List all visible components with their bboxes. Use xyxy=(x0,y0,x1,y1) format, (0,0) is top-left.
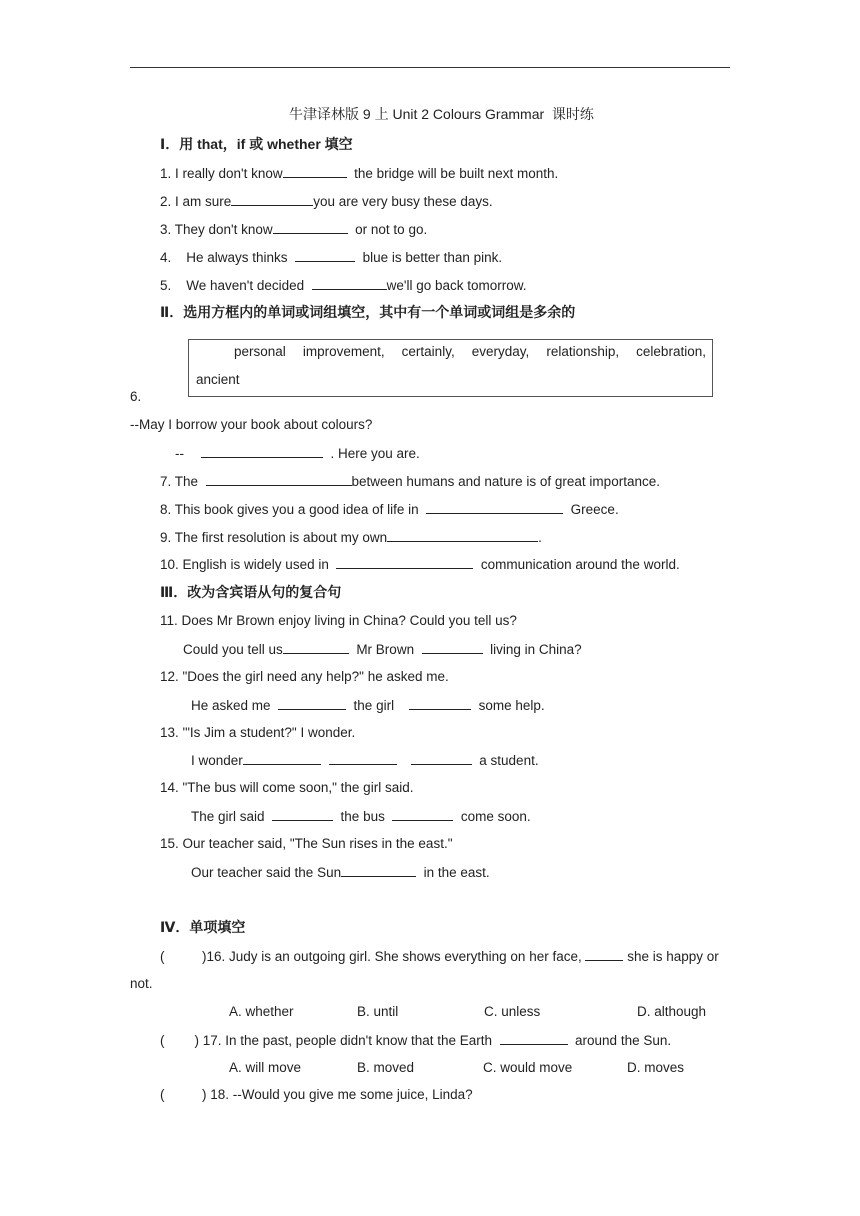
answer-blank[interactable] xyxy=(387,528,538,542)
answer-blank[interactable] xyxy=(422,640,483,654)
answer-blank[interactable] xyxy=(278,696,346,710)
question-9 xyxy=(160,528,542,547)
header-rule xyxy=(130,67,730,68)
q15-text-b: in the east. xyxy=(416,865,490,880)
q1-text-b: the bridge will be built next month. xyxy=(346,166,559,181)
question-11: 11. Does Mr Brown enjoy living in China? Could you tell us? xyxy=(160,613,517,628)
q6-text-a: -- xyxy=(175,446,199,461)
q17-option-c[interactable]: C. would move xyxy=(483,1060,573,1075)
q11-text-b: Mr Brown xyxy=(348,642,422,657)
word-option: personal xyxy=(234,344,286,359)
q14-text-b: the bus xyxy=(333,809,393,824)
question-16 xyxy=(160,947,719,966)
q8-text-b: Greece. xyxy=(563,502,619,517)
question-6-answer xyxy=(175,444,420,463)
question-6-prompt: --May I borrow your book about colours? xyxy=(130,417,373,432)
q16-option-c[interactable]: C. unless xyxy=(484,1004,541,1019)
q16-text-b: she is happy or xyxy=(623,949,719,964)
answer-blank[interactable] xyxy=(283,164,347,178)
section-2-heading: Ⅱ．选用方框内的单词或词组填空，其中有一个单词或词组是多余的 xyxy=(160,304,576,320)
question-8 xyxy=(160,500,619,519)
q7-text-b: between humans and nature is of great importance. xyxy=(351,474,660,489)
q12-text-c: some help. xyxy=(471,698,545,713)
question-15-answer xyxy=(191,863,490,882)
q16-option-d[interactable]: D. although xyxy=(637,1004,707,1019)
q2-text-a: 2. I am sure xyxy=(160,194,232,209)
q7-text-a: 7. The xyxy=(160,474,206,489)
word-option: relationship, xyxy=(546,344,620,359)
answer-blank[interactable] xyxy=(409,696,471,710)
q14-text-c: come soon. xyxy=(453,809,531,824)
answer-blank[interactable] xyxy=(312,276,387,290)
q9-text-a: 9. The first resolution is about my own xyxy=(160,530,388,545)
question-14: 14. "The bus will come soon," the girl said. xyxy=(160,780,414,795)
answer-blank[interactable] xyxy=(231,192,313,206)
page-title: 牛津译林版 9 上 Unit 2 Colours Grammar 课时练 xyxy=(289,106,594,122)
question-3 xyxy=(160,220,427,239)
answer-blank[interactable] xyxy=(392,807,453,821)
q15-text-a: Our teacher said the Sun xyxy=(191,865,342,880)
answer-blank[interactable] xyxy=(243,751,321,765)
q3-text-a: 3. They don't know xyxy=(160,222,273,237)
question-15: 15. Our teacher said, "The Sun rises in the east." xyxy=(160,836,453,851)
answer-blank[interactable] xyxy=(411,751,472,765)
q6-text-b: . Here you are. xyxy=(323,446,420,461)
question-16-continued: not. xyxy=(130,976,153,991)
question-7 xyxy=(160,472,660,491)
q13-text-b: a student. xyxy=(471,753,539,768)
question-17 xyxy=(160,1031,671,1050)
answer-blank[interactable] xyxy=(341,863,416,877)
section-4-heading: Ⅳ．单项填空 xyxy=(160,919,246,935)
question-14-answer xyxy=(191,807,531,826)
question-12: 12. "Does the girl need any help?" he asked me. xyxy=(160,669,449,684)
answer-blank[interactable] xyxy=(426,500,563,514)
section-3-heading: Ⅲ．改为含宾语从句的复合句 xyxy=(160,584,342,600)
question-13: 13. '"Is Jim a student?" I wonder. xyxy=(160,725,356,740)
q10-text-a: 10. English is widely used in xyxy=(160,557,337,572)
word-box-line-1 xyxy=(234,343,706,361)
q9-text-b: . xyxy=(538,530,542,545)
question-10 xyxy=(160,555,680,574)
q16-option-b[interactable]: B. until xyxy=(357,1004,399,1019)
question-5 xyxy=(160,276,527,295)
question-1 xyxy=(160,164,558,183)
word-option: ancient xyxy=(196,372,240,387)
q17-text-a: ( ) 17. In the past, people didn't know that the Earth xyxy=(160,1033,500,1048)
question-13-answer xyxy=(191,751,539,770)
section-1-heading: Ⅰ．用 that，if 或 whether 填空 xyxy=(160,136,353,152)
q5-text-a: 5. We haven't decided xyxy=(160,278,312,293)
q1-text-a: 1. I really don't know xyxy=(160,166,283,181)
q14-text-a: The girl said xyxy=(191,809,273,824)
word-option: certainly, xyxy=(401,344,455,359)
q4-text-b: blue is better than pink. xyxy=(355,250,503,265)
word-option: celebration, xyxy=(636,344,706,359)
q11-text-c: living in China? xyxy=(482,642,582,657)
question-2 xyxy=(160,192,493,211)
q5-text-b: we'll go back tomorrow. xyxy=(386,278,527,293)
answer-blank[interactable] xyxy=(500,1031,568,1045)
q17-option-a[interactable]: A. will move xyxy=(229,1060,302,1075)
question-4 xyxy=(160,248,502,267)
question-6-number: 6. xyxy=(130,389,142,404)
answer-blank[interactable] xyxy=(272,807,333,821)
q12-text-b: the girl xyxy=(346,698,410,713)
q12-text-a: He asked me xyxy=(191,698,279,713)
word-option: everyday, xyxy=(471,344,530,359)
q17-text-b: around the Sun. xyxy=(567,1033,672,1048)
answer-blank[interactable] xyxy=(585,947,623,961)
q3-text-b: or not to go. xyxy=(347,222,428,237)
question-18: ( ) 18. --Would you give me some juice, Linda? xyxy=(160,1087,473,1102)
q2-text-b: you are very busy these days. xyxy=(313,194,493,209)
answer-blank[interactable] xyxy=(283,640,349,654)
question-12-answer xyxy=(191,696,545,715)
q17-option-d[interactable]: D. moves xyxy=(627,1060,685,1075)
q16-option-a[interactable]: A. whether xyxy=(229,1004,294,1019)
q17-option-b[interactable]: B. moved xyxy=(357,1060,415,1075)
q4-text-a: 4. He always thinks xyxy=(160,250,296,265)
q13-text-a: I wonder xyxy=(191,753,243,768)
word-option: improvement, xyxy=(302,344,385,359)
q11-text-a: Could you tell us xyxy=(183,642,283,657)
q10-text-b: communication around the world. xyxy=(473,557,680,572)
answer-blank[interactable] xyxy=(206,472,352,486)
answer-blank[interactable] xyxy=(295,248,355,262)
answer-blank[interactable] xyxy=(329,751,397,765)
q16-text-a: ( )16. Judy is an outgoing girl. She shows everything on her face, xyxy=(160,949,586,964)
question-11-answer xyxy=(183,640,582,659)
answer-blank[interactable] xyxy=(273,220,348,234)
answer-blank[interactable] xyxy=(336,555,473,569)
q8-text-a: 8. This book gives you a good idea of life in xyxy=(160,502,427,517)
answer-blank[interactable] xyxy=(201,444,323,458)
word-box xyxy=(188,339,713,397)
